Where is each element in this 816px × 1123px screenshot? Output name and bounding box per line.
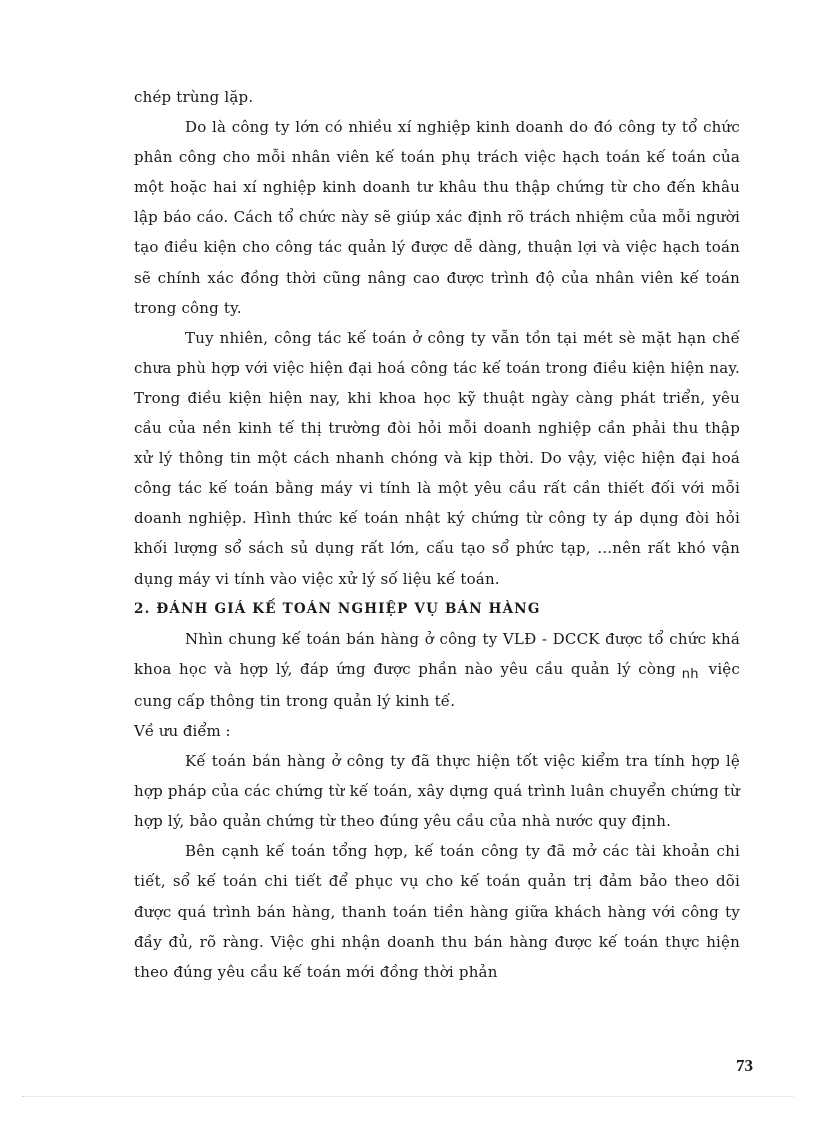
page-number: 73 bbox=[736, 1056, 753, 1075]
overview-line-end: việc cung cấp thông tin trong quản lý kinh tế. bbox=[134, 659, 740, 710]
document-page bbox=[134, 82, 740, 987]
overview-text: Nhìn chung kế toán bán hàng ở công ty VLĐ - DCCK được tổ chức khá khoa học và hợp lý, đáp ứng được phần nào yêu cầu quản lý bbox=[134, 629, 740, 678]
paragraph-organization: Do là công ty lớn có nhiều xí nghiệp kinh doanh do đó công ty tổ chức phân công cho mỗi nhân viên kế toán phụ trách việc hạch toán kế toán của một hoặc hai xí nghiệp kinh doanh tư khâu thu thập chứng từ cho đến khâu lập báo cáo. Cách tổ chức này sẽ giúp xác định rõ trách nhiệm của mỗi người tạo điều kiện cho công tác quản lý được dễ dàng, thuận lợi và việc hạch toán sẽ chính xác đồng thời cũng nâng cao được trình độ của nhân viên kế toán trong công ty. bbox=[134, 118, 740, 317]
overview-fragment: nh bbox=[681, 666, 699, 682]
paragraph-accounts: Bên cạnh kế toán tổng hợp, kế toán công ty đã mở các tài khoản chi tiết, sổ kế toán chi tiết để phục vụ cho kế toán quản trị đảm bảo theo dõi được quá trình bán hàng, thanh toán tiền hàng giữa khách hàng với công ty đầy đủ, rõ ràng. Việc ghi nhận doanh thu bán hàng được kế toán thực hiện theo đúng yêu cầu kế toán mới đồng thời phản bbox=[134, 842, 740, 981]
paragraph-continuation: chép trùng lặp. bbox=[134, 88, 254, 106]
section-heading: 2. ĐÁNH GIÁ KẾ TOÁN NGHIỆP VỤ BÁN HÀNG bbox=[134, 600, 541, 617]
overview-line-start: còng bbox=[638, 659, 676, 678]
paragraph-overview bbox=[134, 624, 740, 716]
paragraph-limitations: Tuy nhiên, công tác kế toán ở công ty vẫn tồn tại mét sè mặt hạn chế chưa phù hợp với việc hiện đại hoá công tác kế toán trong điều kiện hiện nay. Trong điều kiện hiện nay, khi khoa học kỹ thuật ngày càng phát triển, yêu cầu của nền kinh tế thị trường đòi hỏi mỗi doanh nghiệp cần phải thu thập xử lý thông tin một cách nhanh chóng và kịp thời. Do vậy, việc hiện đại hoá công tác kế toán bằng máy vi tính là một yêu cầu rất cần thiết đối với mỗi doanh nghiệp. Hình thức kế toán nhật ký chứng từ công ty áp dụng đòi hỏi khối lượng sổ sách sủ dụng rất lớn, cấu tạo sổ phức tạp, ...nên rất khó vận dụng máy vi tính vào việc xử lý số liệu kế toán. bbox=[134, 328, 740, 588]
bottom-divider bbox=[22, 1096, 794, 1097]
advantages-label: Về ưu điểm : bbox=[134, 721, 231, 740]
paragraph-documents: Kế toán bán hàng ở công ty đã thực hiện tốt việc kiểm tra tính hợp lệ hợp pháp của các chứng từ kế toán, xây dựng quá trình luân chuyển chứng từ hợp lý, bảo quản chứng từ theo đúng yêu cầu của nhà nước quy định. bbox=[134, 752, 740, 831]
